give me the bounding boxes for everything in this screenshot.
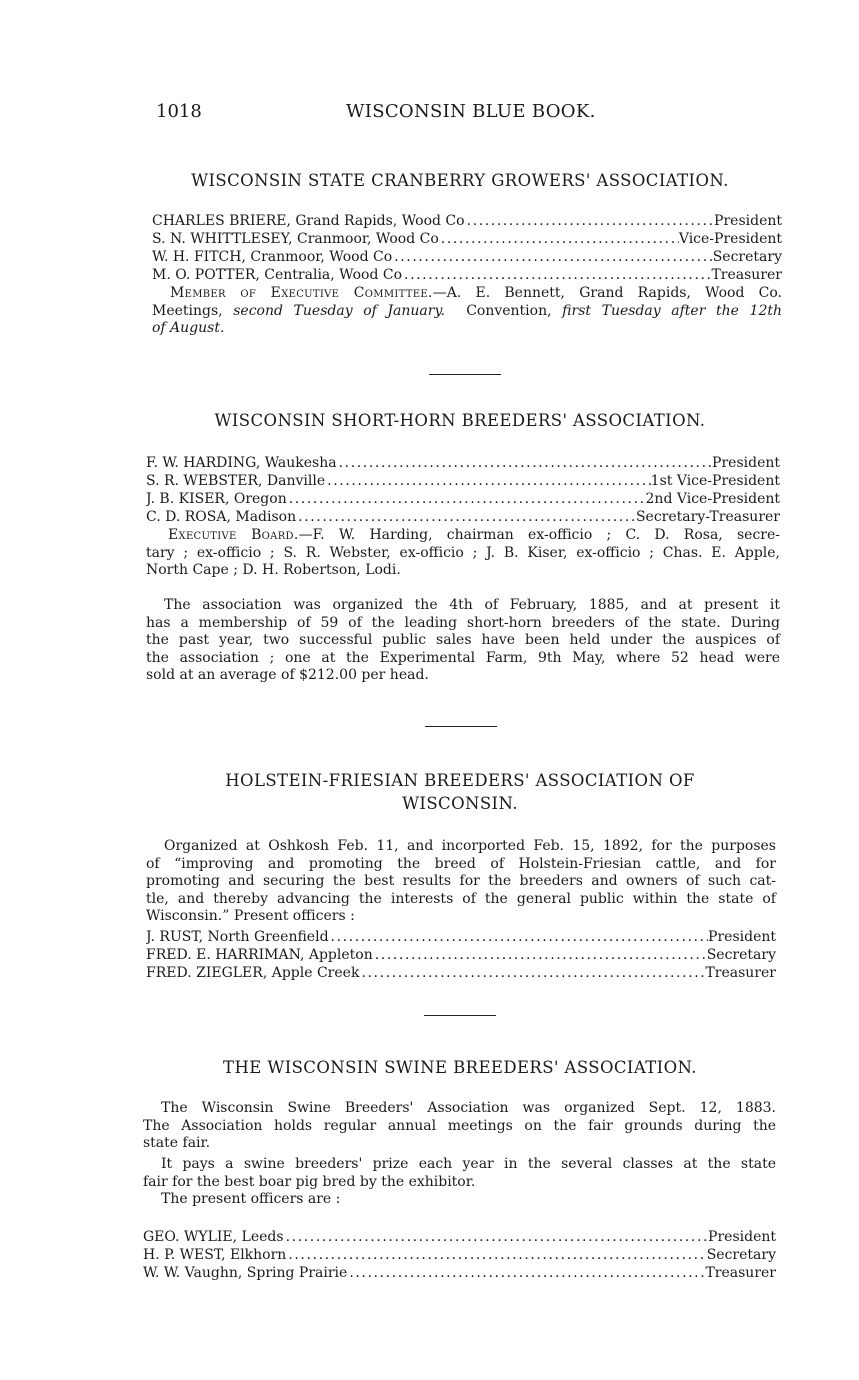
holstein-section-title-cont: WISCONSIN. xyxy=(402,794,518,813)
officer-role: President xyxy=(714,213,782,229)
officer-role: Secretary-Treasurer xyxy=(635,509,780,525)
officer-row xyxy=(146,508,780,526)
officer-role: President xyxy=(708,929,776,945)
leader-dots xyxy=(439,230,679,248)
paragraph-line: Organized at Oshkosh Feb. 11, and incorported Feb. 15, 1892, for the purposes xyxy=(164,838,776,854)
executive-board-label: Executive Board. xyxy=(168,527,299,543)
officer-name: C. D. ROSA, Madison xyxy=(146,509,297,525)
officer-row xyxy=(146,928,776,946)
officer-row xyxy=(152,212,782,230)
executive-committee-text: —A. E. Bennett, Grand Rapids, Wood Co. xyxy=(432,285,783,301)
holstein-section-title: HOLSTEIN-FRIESIAN BREEDERS' ASSOCIATION OF xyxy=(225,771,695,790)
executive-board-line: tary ; ex-officio ; S. R. Webster, ex-officio ; J. B. Kiser, ex-officio ; Chas. E. Apple, xyxy=(146,544,780,561)
swine-section-title: THE WISCONSIN SWINE BREEDERS' ASSOCIATION. xyxy=(223,1058,697,1077)
paragraph-line: has a membership of 59 of the leading short-horn breeders of the state. During xyxy=(146,614,780,631)
officer-name: H. P. WEST, Elkhorn xyxy=(143,1247,287,1263)
officer-row xyxy=(146,946,776,964)
paragraph-line: promoting and securing the best results for the breeders and owners of such cat- xyxy=(146,873,776,890)
leader-dots xyxy=(287,490,646,508)
paragraph-line: the association ; one at the Experimental Farm, 9th May, where 52 head were xyxy=(146,649,780,666)
paragraph-line: The association was organized the 4th of February, 1885, and at present it xyxy=(164,597,780,613)
leader-dots xyxy=(325,472,651,490)
paragraph-line: fair for the best boar pig bred by the exhibitor. xyxy=(143,1173,476,1190)
shorthorn-section-title: WISCONSIN SHORT-HORN BREEDERS' ASSOCIATION. xyxy=(214,411,706,430)
leader-dots xyxy=(286,1246,706,1264)
convention-value: first Tuesday after the 12th xyxy=(562,302,782,319)
officer-row xyxy=(152,230,782,248)
leader-dots xyxy=(284,1228,708,1246)
officer-row xyxy=(146,454,780,472)
leader-dots xyxy=(465,212,714,230)
book-title: WISCONSIN BLUE BOOK. xyxy=(346,101,596,122)
convention-line xyxy=(152,320,782,338)
officer-name: CHARLES BRIERE, Grand Rapids, Wood Co xyxy=(152,213,465,229)
section-divider xyxy=(425,726,497,727)
paragraph-line: Wisconsin.” Present officers : xyxy=(146,908,355,925)
officer-name: F. W. HARDING, Waukesha xyxy=(146,455,337,471)
meetings-value: second Tuesday of January. xyxy=(233,302,445,319)
executive-committee-label: Member of Executive Committee. xyxy=(170,285,433,301)
paragraph-line: the past year, two successful public sales have been held under the auspices of xyxy=(146,632,780,649)
officer-name: FRED. E. HARRIMAN, Appleton xyxy=(146,947,373,963)
page-number: 1018 xyxy=(156,101,202,122)
swine-paragraph-2 xyxy=(143,1156,776,1209)
section-divider xyxy=(424,1015,496,1016)
swine-paragraph-1 xyxy=(143,1100,776,1153)
convention-label: Convention, xyxy=(466,302,552,319)
officer-name: S. R. WEBSTER, Danville xyxy=(146,473,326,489)
officer-role: President xyxy=(712,455,780,471)
paragraph-line: tle, and thereby advancing the interests of the general public within the state of xyxy=(146,890,776,907)
executive-board-line xyxy=(146,527,780,545)
officer-name: W. W. Vaughn, Spring Prairie xyxy=(143,1265,348,1281)
officer-role: 1st Vice-President xyxy=(650,473,780,489)
convention-value-cont: of August. xyxy=(152,320,225,337)
officer-name: S. N. WHITTLESEY, Cranmoor, Wood Co xyxy=(152,231,439,247)
officer-name: W. H. FITCH, Cranmoor, Wood Co xyxy=(152,249,393,265)
leader-dots xyxy=(347,1264,705,1282)
officer-role: Treasurer xyxy=(711,267,782,283)
meetings-label: Meetings, xyxy=(152,302,223,319)
paragraph-line: state fair. xyxy=(143,1135,211,1152)
leader-dots xyxy=(392,248,713,266)
officer-role: Treasurer xyxy=(705,1265,776,1281)
officer-role: Treasurer xyxy=(705,965,776,981)
leader-dots xyxy=(402,266,711,284)
officer-role: Secretary xyxy=(706,1247,776,1263)
leader-dots xyxy=(329,928,709,946)
officer-role: Secretary xyxy=(712,249,782,265)
officer-role: Vice-President xyxy=(678,231,782,247)
officer-row xyxy=(143,1264,776,1282)
officer-name: FRED. ZIEGLER, Apple Creek xyxy=(146,965,360,981)
paragraph-line: sold at an average of $212.00 per head. xyxy=(146,667,429,684)
leader-dots xyxy=(296,508,636,526)
officer-row xyxy=(143,1228,776,1246)
executive-board-line: North Cape ; D. H. Robertson, Lodi. xyxy=(146,562,401,579)
cranberry-section-title: WISCONSIN STATE CRANBERRY GROWERS' ASSOCIATION. xyxy=(191,171,729,190)
officer-name: J. B. KISER, Oregon xyxy=(146,491,287,507)
officer-row xyxy=(143,1246,776,1264)
paragraph-line: The Wisconsin Swine Breeders' Association was organized Sept. 12, 1883. xyxy=(161,1100,776,1116)
officer-row xyxy=(152,248,782,266)
executive-committee-line xyxy=(152,285,782,303)
officer-row xyxy=(152,266,782,284)
cranberry-details xyxy=(152,285,782,338)
officer-name: M. O. POTTER, Centralia, Wood Co xyxy=(152,267,403,283)
officer-row xyxy=(146,964,776,982)
officer-name: J. RUST, North Greenfield xyxy=(146,929,329,945)
holstein-paragraph xyxy=(146,838,776,926)
paragraph-line: It pays a swine breeders' prize each year in the several classes at the state xyxy=(161,1156,776,1172)
executive-board xyxy=(146,527,780,580)
running-header xyxy=(156,101,776,125)
leader-dots xyxy=(337,454,712,472)
officer-row xyxy=(146,472,780,490)
leader-dots xyxy=(373,946,707,964)
officer-role: 2nd Vice-President xyxy=(645,491,780,507)
leader-dots xyxy=(359,964,705,982)
officer-name: GEO. WYLIE, Leeds xyxy=(143,1229,284,1245)
officer-row xyxy=(146,490,780,508)
meetings-line xyxy=(152,303,782,321)
officer-role: President xyxy=(708,1229,776,1245)
paragraph-line: of “improving and promoting the breed of Holstein-Friesian cattle, and for xyxy=(146,855,776,872)
officer-role: Secretary xyxy=(706,947,776,963)
paragraph-line: The Association holds regular annual meetings on the fair grounds during the xyxy=(143,1117,776,1134)
officers-intro: The present officers are : xyxy=(161,1191,341,1208)
section-divider xyxy=(429,374,501,375)
executive-board-text: —F. W. Harding, chairman ex-officio ; C. D. Rosa, secre- xyxy=(298,527,780,543)
shorthorn-paragraph xyxy=(146,597,780,685)
